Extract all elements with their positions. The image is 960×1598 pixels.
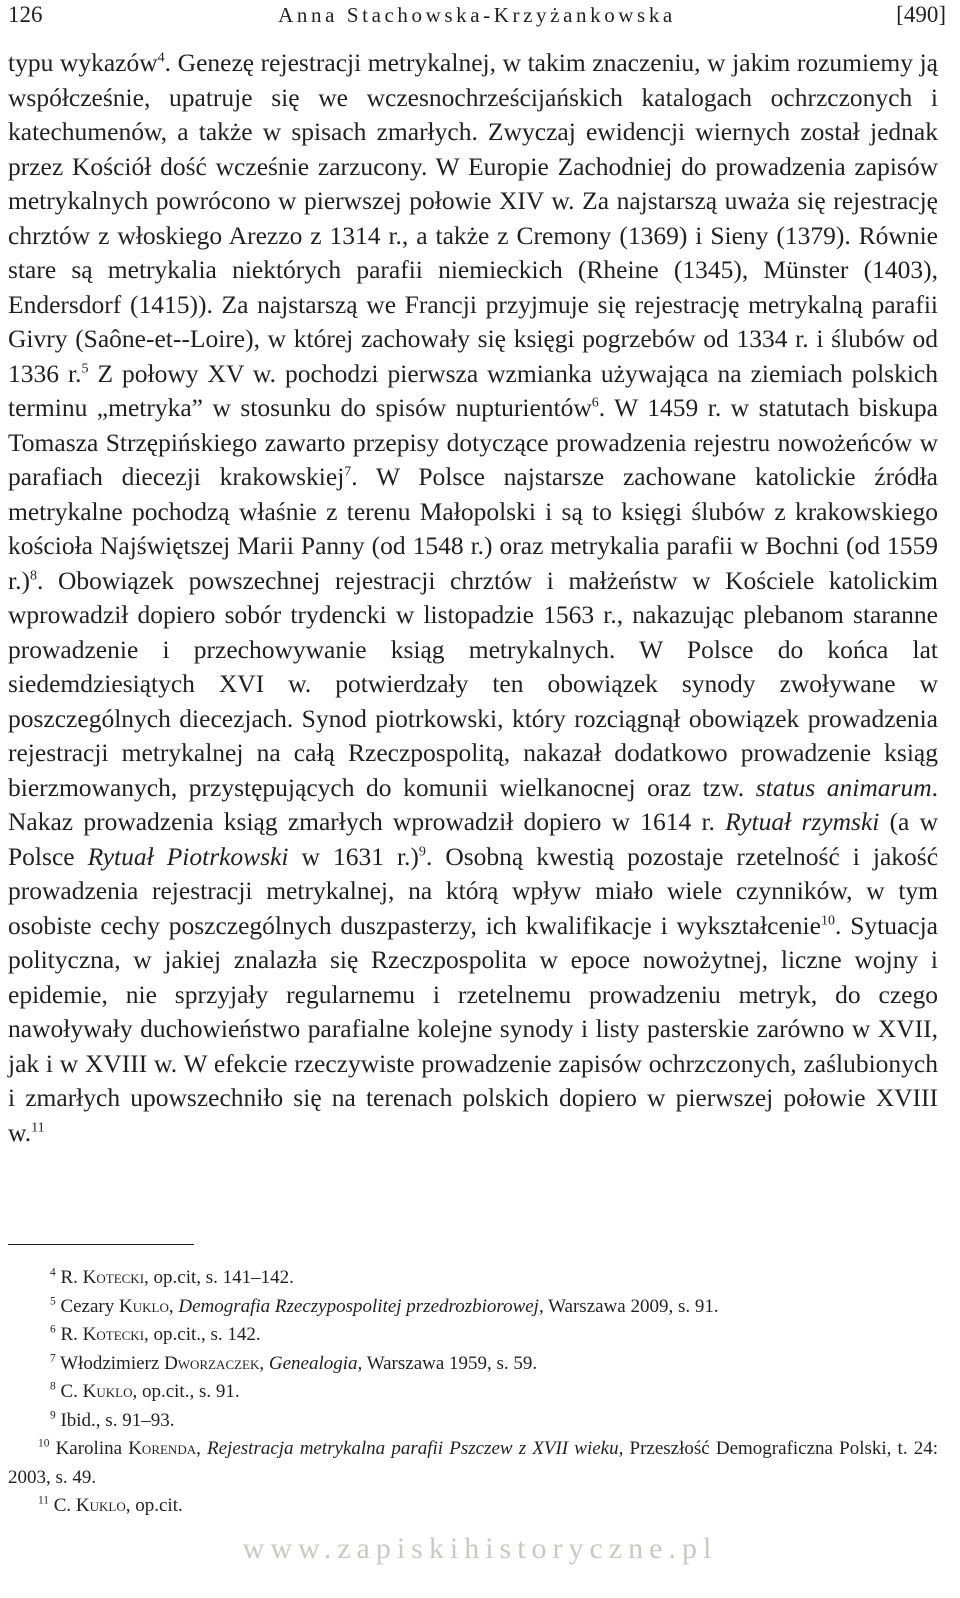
text-run: typu wykazów <box>8 48 158 77</box>
author-surname: Kotecki <box>82 1267 145 1288</box>
author-surname: Kuklo <box>82 1381 133 1402</box>
text-run: , op.cit, s. 141–142. <box>144 1267 294 1288</box>
text-run: . W 1459 r. w statutach biskupa Tomasza Strzępińskiego zawarto przepisy dotyczące prowadzenia rejestru nowożeńców w parafiach diecezji krakowskiej <box>8 393 939 491</box>
text-run: w 1631 r.) <box>288 841 419 871</box>
footnote-ref-8: 8 <box>29 568 37 583</box>
text-run: . Nakaz prowadzenia ksiąg zmarłych wprowadził dopiero w 1614 r. <box>8 772 938 836</box>
footnote-ref-11: 11 <box>31 1120 45 1135</box>
footnote-ref-6: 6 <box>591 395 599 411</box>
text-run: . W Polsce najstarsze zachowane katolickie źródła metrykalne pochodzą właśnie z terenu Małopolski i są to księgi ślubów z krakowskiego kościoła Najświętszej Marii Panny (od 1548 r.) oraz metrykalia parafii w Bochni (od 1559 r.) <box>8 462 938 595</box>
work-title: Rejestracja metrykalna parafii Pszczew z XVII wieku <box>207 1438 619 1459</box>
text-run: , Warszawa 1959, s. 59. <box>357 1352 538 1374</box>
running-header <box>8 0 946 32</box>
text-run: , op.cit. <box>125 1495 183 1516</box>
text-run: , Przeszłość Demograficzna Polski, t. 24: 2003, s. 49. <box>8 1438 939 1488</box>
text-run: , op.cit., s. 142. <box>144 1324 261 1345</box>
footnote-ref-7: 7 <box>344 464 352 480</box>
footnote-6 <box>8 1321 938 1350</box>
footnotes <box>8 1264 938 1521</box>
text-run: (a w Polsce <box>8 807 939 871</box>
page-number: 126 <box>8 2 43 27</box>
text-run: R. <box>60 1267 83 1288</box>
footer-url: www.zapiskihistoryczne.pl <box>242 1532 718 1565</box>
footnote-number: 4 <box>50 1266 56 1279</box>
footnote-number: 8 <box>50 1380 56 1393</box>
main-text <box>8 46 938 1150</box>
text-run: , <box>196 1438 208 1459</box>
author-surname: Kotecki <box>82 1324 145 1345</box>
text-run: , Warszawa 2009, s. 91. <box>538 1295 719 1317</box>
bracket-page-number: [490] <box>896 2 946 27</box>
text-run: , op.cit., s. 91. <box>132 1381 240 1402</box>
footnote-ref-9: 9 <box>418 844 426 859</box>
footnote-7 <box>8 1350 938 1379</box>
footnote-ref-10: 10 <box>820 913 835 928</box>
italic-term: status animarum <box>755 772 932 802</box>
footnote-number: 6 <box>50 1323 56 1336</box>
text-run: Cezary <box>60 1295 120 1317</box>
italic-title: Rytuał rzymski <box>725 807 880 836</box>
footnote-separator <box>8 1244 194 1245</box>
footnote-8 <box>8 1378 938 1407</box>
footnote-11 <box>8 1492 938 1521</box>
text-run: , <box>168 1295 179 1317</box>
text-run: Z połowy XV w. pochodzi pierwsza wzmianka używająca na ziemiach polskich terminu „metryka” w stosunku do spisów nupturientów <box>8 358 938 422</box>
footnote-9 <box>8 1407 938 1436</box>
footnote-number: 9 <box>50 1409 56 1422</box>
running-author: Anna Stachowska-Krzyżankowska <box>278 3 676 27</box>
footnote-10 <box>8 1435 938 1492</box>
work-title: Genealogia <box>268 1352 358 1374</box>
footnote-5 <box>8 1293 938 1322</box>
author-surname: Korenda <box>128 1438 197 1459</box>
text-run: C. <box>60 1381 83 1402</box>
text-run: . Genezę rejestracji metrykalnej, w takim znaczeniu, w jakim rozumiemy ją współcześnie, upatruje się we wczesnochrześcijańskich katalogach ochrzczonych i katechumenów, a także w spisach zmarłych. Zwyczaj ewidencji wiernych został jednak przez Kościół dość wcześnie zarzucony. W Europie Zachodniej do prowadzenia zapisów metrykalnych powrócono w pierwszej połowie XIV w. Za najstarszą uważa się rejestrację chrztów z włoskiego Arezzo z 1314 r., a także z Cremony (1369) i Sieny (1379). Równie stare są metrykalia niektórych parafii niemieckich (Rheine (1345), Münster (1403), Endersdorf (1415)). Za najstarszą we Francji przyjmuje się rejestrację metrykalną parafii Givry (Saône-et--Loire), w której zachowały się księgi pogrzebów od 1334 r. i ślubów od 1336 r. <box>8 48 938 388</box>
body-paragraph <box>8 46 938 1150</box>
footnote-number: 7 <box>50 1352 56 1365</box>
text-run: Włodzimierz <box>60 1352 165 1374</box>
text-run: C. <box>53 1495 76 1516</box>
footnote-number: 11 <box>38 1494 49 1507</box>
text-run: . Osobną kwestią pozostaje rzetelność i jakość prowadzenia rejestracji metrykalnej, na którą wpływ miało wiele czynników, w tym osobiste cechy poszczególnych duszpasterzy, ich kwalifikacje i wykształcenie <box>8 841 939 940</box>
footnote-ref-5: 5 <box>81 361 89 376</box>
footnote-ref-4: 4 <box>157 50 165 66</box>
footnote-number: 10 <box>38 1437 50 1450</box>
author-surname: Kuklo <box>119 1295 169 1317</box>
text-run: . Obowiązek powszechnej rejestracji chrztów i małżeństw w Kościele katolickim wprowadził dopiero sobór trydencki w listopadzie 1563 r., nakazując plebanom staranne prowadzenie i przechowywanie ksiąg metrykalnych. W Polsce do końca lat siedemdziesiątych XVI w. potwierdzały ten obowiązek synody zwoływane w poszczególnych diecezjach. Synod piotrkowski, który rozciągnął obowiązek prowadzenia rejestracji metrykalnej na całą Rzeczpospolitą, nakazał dodatkowo prowadzenie ksiąg bierzmowanych, przystępujących do komunii wielkanocnej oraz tzw. <box>8 565 938 802</box>
author-surname: Dworzaczek <box>164 1352 260 1374</box>
text-run: R. <box>60 1324 83 1345</box>
footnote-4 <box>8 1264 938 1293</box>
italic-title: Rytuał Piotrkowski <box>87 841 289 871</box>
text-run: , <box>259 1352 269 1374</box>
work-title: Demografia Rzeczypospolitej przedrozbiorowej <box>178 1295 539 1317</box>
author-surname: Kuklo <box>75 1495 126 1516</box>
text-run: Ibid., s. 91–93. <box>60 1409 175 1431</box>
text-run: Karolina <box>55 1438 129 1459</box>
footnote-number: 5 <box>50 1295 56 1308</box>
text-run: . Sytuacja polityczna, w jakiej znalazła się Rzeczpospolita w epoce nowożytnej, liczne wojny i epidemie, nie sprzyjały regularnemu i rzetelnemu prowadzeniu metryk, do czego nawoływały duchowieństwo parafialne kolejne synody i listy pasterskie zarówno w XVII, jak i w XVIII w. W efekcie rzeczywiste prowadzenie zapisów ochrzczonych, zaślubionych i zmarłych upowszechniło się na terenach polskich dopiero w pierwszej połowie XVIII w. <box>8 910 938 1147</box>
